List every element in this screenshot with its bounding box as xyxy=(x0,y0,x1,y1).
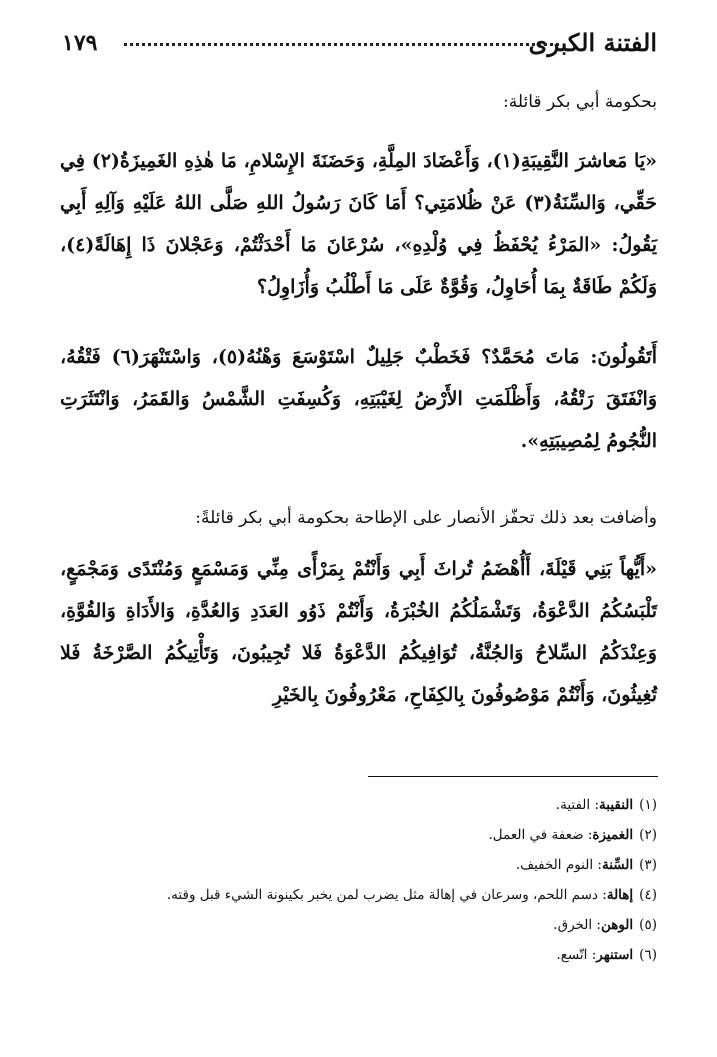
footnote-number: (٥) xyxy=(639,917,657,933)
footnote-term: السِّنة xyxy=(601,857,634,873)
quote-paragraph-3: «أَيُّهاً بَنِي قَيْلَةَ، أَأُهْضَمُ تُراثَ أَبِي وَأَنْتُمْ بِمَرْأًى مِنِّي وَمَسْمَعٍ وَمُنْتَدًى وَمَجْمَعٍ، تَلْبَسُكُمُ الدَّعْوَةُ، وَتَشْمَلُكُمُ الخُبْرَةُ، وَأَنْتُمْ ذَوُو العَدَدِ وَالعُدَّةِ، وَالأَدَاةِ وَالقُوَّةِ، وَعِنْدَكُمُ السِّلاحُ وَالجُنَّةُ، تُوَافِيكُمُ الدَّعْوَةُ فَلا تُجِيبُونَ، وَتَأْتِيكُمُ الصَّرْخَةُ فَلا تُغِيثُونَ، وَأَنْتُمْ مَوْصُوفُونَ بِالكِفَاحِ، مَعْرُوفُونَ بِالخَيْرِ xyxy=(60,558,657,706)
header-title: الفتنة الكبرى xyxy=(528,28,657,57)
footnote-text: : الفتية. xyxy=(555,797,600,813)
footnotes xyxy=(40,790,657,970)
footnote-item xyxy=(40,850,657,880)
footnote-item xyxy=(40,790,657,820)
footnote-text: : الخرق. xyxy=(553,917,601,933)
footnote-item xyxy=(40,880,657,910)
quote-paragraph-1: «يَا مَعاشرَ النَّقِيبَةِ(١)، وَأَعْضَادَ المِلَّةِ، وَحَضَنَةَ الإِسْلامِ، مَا هٰذِهِ الغَمِيزَةُ(٢) فِي حَقِّي، وَالسِّنَةُ(٣) عَنْ ظُلامَتِي؟ أَمَا كَانَ رَسُولُ اللهِ صَلَّى اللهُ عَلَيْهِ وَآلِهِ أَبِي يَقُولُ: «المَرْءُ يُحْفَظُ فِي وُلْدِهِ»، سُرْعَانَ مَا أَحْدَثْتُمْ، وَعَجْلانَ ذَا إِهَالَةً(٤)، وَلَكُمْ طَاقَةٌ بِمَا أُحَاوِلُ، وَقُوَّةٌ عَلَى مَا أَطْلُبُ وَأُزَاوِلُ؟ xyxy=(60,150,657,298)
footnote-text: : اتّسع. xyxy=(556,947,597,963)
footnote-number: (٦) xyxy=(639,947,657,963)
page-number: ١٧٩ xyxy=(62,30,98,56)
footnote-text: : النوم الخفيف. xyxy=(515,857,602,873)
footnote-term: النقيبة xyxy=(599,797,634,813)
footnote-text: : ضعفة في العمل. xyxy=(488,827,593,843)
footnote-text: : دسم اللحم، وسرعان في إهالة مثل يضرب لمن يخبر بكينونة الشيء قبل وقته. xyxy=(166,887,607,903)
footnote-number: (٤) xyxy=(639,887,657,903)
footnote-number: (١) xyxy=(639,797,657,813)
quote-paragraph-2: أَتَقُولُونَ: مَاتَ مُحَمَّدٌ؟ فَخَطْبٌ جَلِيلٌ اسْتَوْسَعَ وَهْنُهُ(٥)، وَاسْتَنْهَرَ(٦) فَتْقُهُ، وَانْفَتَقَ رَتْقُهُ، وَأَظْلَمَتِ الأَرْضُ لِغَيْبَتِهِ، وَكُسِفَتِ الشَّمْسُ وَالقَمَرُ، وَانْتَثَرَتِ النُّجُومُ لِمُصِيبَتِهِ». xyxy=(60,346,657,452)
header-dot-leader xyxy=(124,43,559,46)
footnote-item xyxy=(40,820,657,850)
footnote-number: (٢) xyxy=(639,827,657,843)
footnote-item xyxy=(40,910,657,940)
footnote-number: (٣) xyxy=(639,857,657,873)
intro-line-2: وأضافت بعد ذلك تحفّز الأنصار على الإطاحة بحكومة أبي بكر قائلةً: xyxy=(195,508,657,528)
intro-line: بحكومة أبي بكر قائلة: xyxy=(503,92,657,112)
footnote-separator xyxy=(368,776,658,777)
footnote-term: استنهر xyxy=(596,947,634,963)
footnote-item xyxy=(40,940,657,970)
footnote-term: إهالة xyxy=(606,887,634,903)
footnote-term: الغميزة xyxy=(592,827,634,843)
footnote-term: الوهن xyxy=(600,917,634,933)
running-header xyxy=(62,28,657,62)
